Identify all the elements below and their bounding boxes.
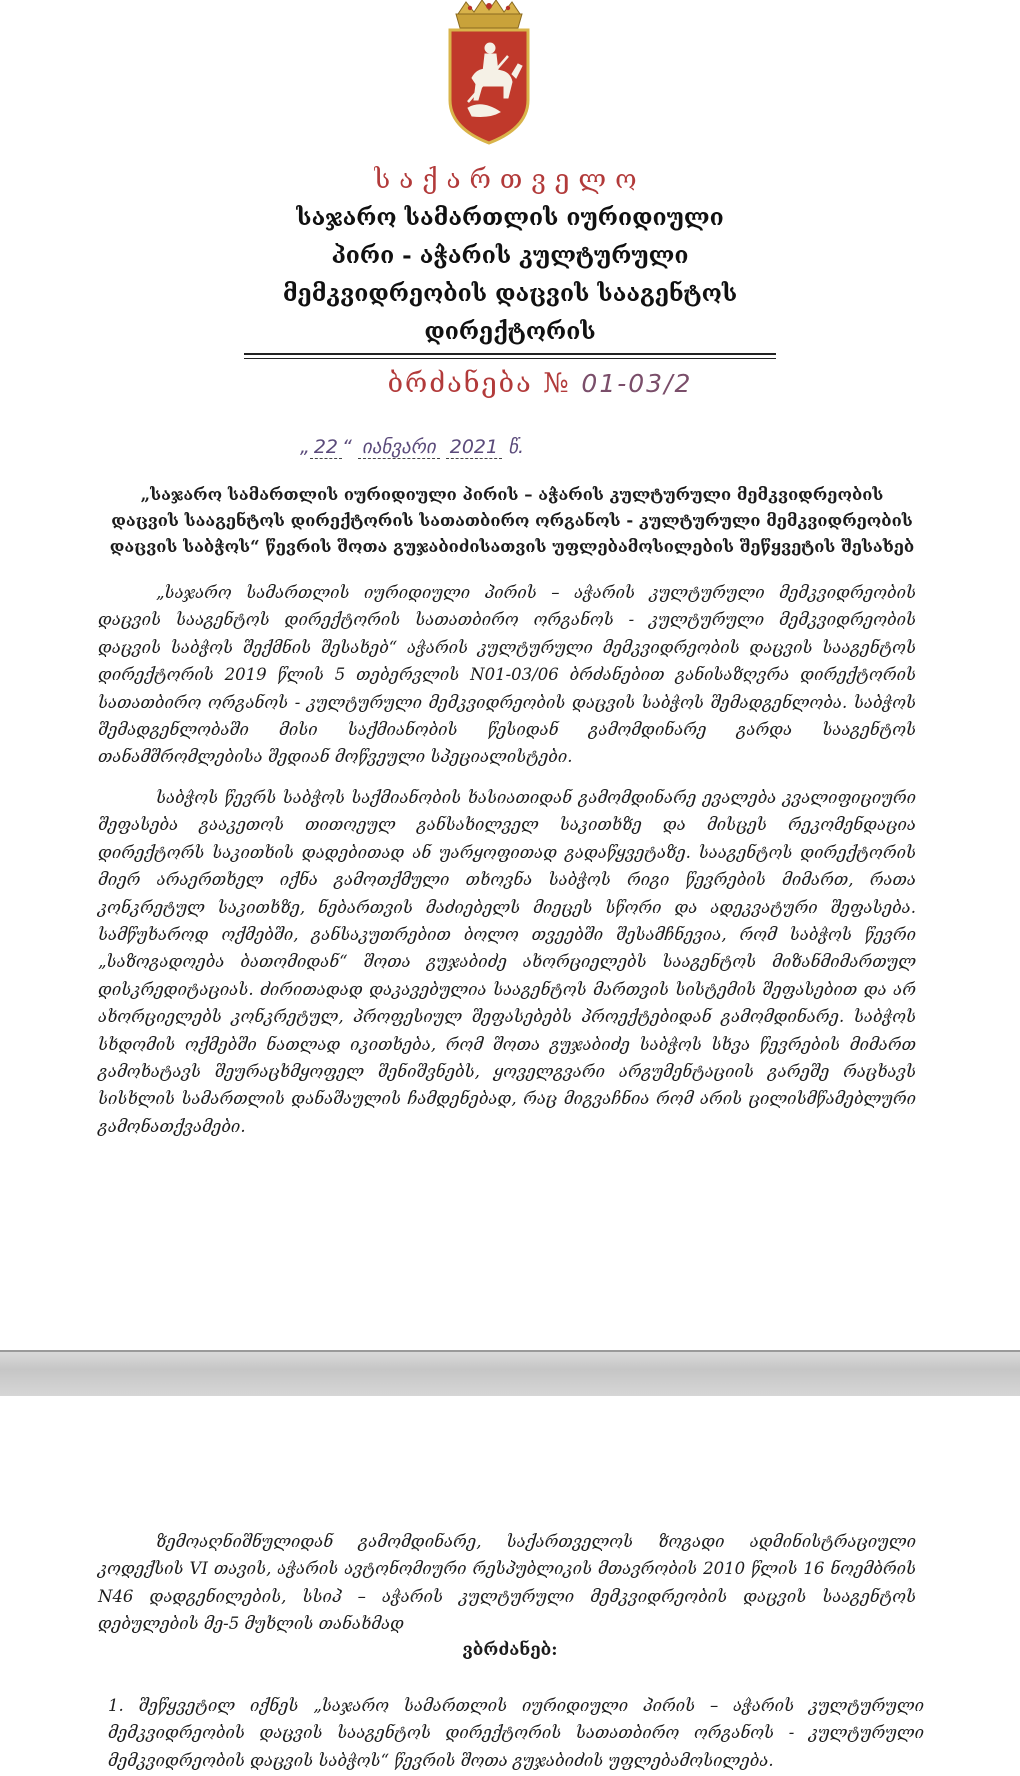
body-paragraph-3: ზემოაღნიშნულიდან გამომდინარე, საქართველოს ზოგადი ადმინისტრაციული კოდექსის VI თავის, აჭარის ავტონომიური რესპუბლიკის მთავრობის 2010 წლის 16 ნოემბრის N46 დადგენილების, სსიპ – აჭარის კულტურული მემკვიდრეობის დაცვის სააგენტოს დებულების მე-5 მუხლის თანახმად — [98, 1532, 916, 1634]
order-subject: „საჯარო სამართლის იურიდიული პირის – აჭარის კულტურული მემკვიდრეობის დაცვის სააგენტოს დირექტორის სათათბირო ორგანოს - კულტურული მემკვიდრეობის დაცვის საბჭოს“ წევრის შოთა გუჯაბიძისათვის უფლებამოსილების შეწყვეტის შესახებ — [109, 485, 915, 556]
date-month: იანვარი — [358, 436, 440, 459]
page-separator — [0, 1352, 1020, 1396]
header-divider — [244, 353, 776, 355]
org-heading-line-4: დირექტორის — [424, 318, 596, 345]
org-heading-line-2: პირი - აჭარის კულტურული — [331, 242, 689, 269]
decision-label: ვბრძანებ: — [462, 1640, 558, 1660]
order-label: ბრძანება № — [387, 368, 571, 399]
body-paragraph-2: საბჭოს წევრს საბჭოს საქმიანობის ხასიათიდან გამომდინარე ევალება კვალიფიციური შეფასება გააკეთოს თითოეულ განსახილველ საკითხზე და მისცეს რეკომენდაცია დირექტორს საკითხის დადებითად ან უარყოფითად გადაწყვეტაზე. სააგენტოს დირექტორის მიერ არაერთხელ იქნა გამოთქმული თხოვნა საბჭოს რიგი წევრების მიმართ, რათა კონკრეტულ საკითხზე, ნებართვის მაძიებელს მიეცეს სწორი და ადეკვატური შეფასება. სამწუხაროდ ოქმებში, განსაკუთრებით ბოლო თვეებში შესამჩნევია, რომ საბჭოს წევრი „საზოგადოება ბათომიდან“ შოთა გუჯაბიძე ახორციელებს სააგენტოს მიზანმიმართულ დისკრედიტაციას. ძირითადად დაკავებულია სააგენტოს მართვის სისტემის შეფასებით და არ ახორციელებს კონკრეტულ, პროფესიულ შეფასებებს პროექტებიდან გამომდინარე. საბჭოს სხდომის ოქმებში ნათლად იკითხება, რომ შოთა გუჯაბიძე საბჭოს სხვა წევრების მიმართ გამოხატავს შეურაცხმყოფელ შენიშვნებს, ყოველგვარი არგუმენტაციის გარეშე რაცხავს სისხლის სამართლის დანაშაულის ჩამდენებად, რაც მიგვაჩნია რომ არის ცილისმწამებლური გამონათქვამები. — [98, 788, 916, 1136]
decision-item-1: 1. შეწყვეტილ იქნეს „საჯარო სამართლის იურიდიული პირის – აჭარის კულტურული მემკვიდრეობის დაცვის სააგენტოს დირექტორის სათათბირო ორგანოს - კულტურული მემკვიდრეობის დაცვის საბჭოს“ წევრის შოთა გუჯაბიძის უფლებამოსილება. — [108, 1696, 924, 1770]
order-number: 01-03/2 — [581, 369, 693, 398]
date-suffix: წ. — [508, 436, 525, 458]
order-date: „ 22 “ იანვარი 2021 წ. — [300, 436, 525, 458]
date-year: 2021 — [446, 436, 502, 459]
date-day: 22 — [310, 436, 342, 459]
body-paragraph-1: „საჯარო სამართლის იურიდიული პირის – აჭარის კულტურული მემკვიდრეობის დაცვის სააგენტოს დირექტორის სათათბირო ორგანოს - კულტურული მემკვიდრეობის დაცვის საბჭოს შექმნის შესახებ“ აჭარის კულტურული მემკვიდრეობის დაცვის სააგენტოს დირექტორის 2019 წლის 5 თებერვლის N01-03/06 ბრძანებით განისაზღვრა დირექტორის სათათბირო ორგანოს - კულტურული მემკვიდრეობის დაცვის საბჭოს შემადგენლობა. საბჭოს შემადგენლობაში მისი საქმიანობის წესიდან გამომდინარე გარდა სააგენტოს თანამშრომლებისა შედიან მოწვეული სპეციალისტები. — [98, 583, 916, 767]
org-heading-line-1: საჯარო სამართლის იურიდიული — [296, 204, 724, 231]
order-title — [300, 368, 780, 399]
coat-of-arms-emblem — [438, 0, 540, 145]
org-heading-line-3: მემკვიდრეობის დაცვის სააგენტოს — [282, 280, 738, 307]
country-heading: საქართველო — [374, 165, 646, 195]
header-divider-thin — [244, 358, 776, 359]
